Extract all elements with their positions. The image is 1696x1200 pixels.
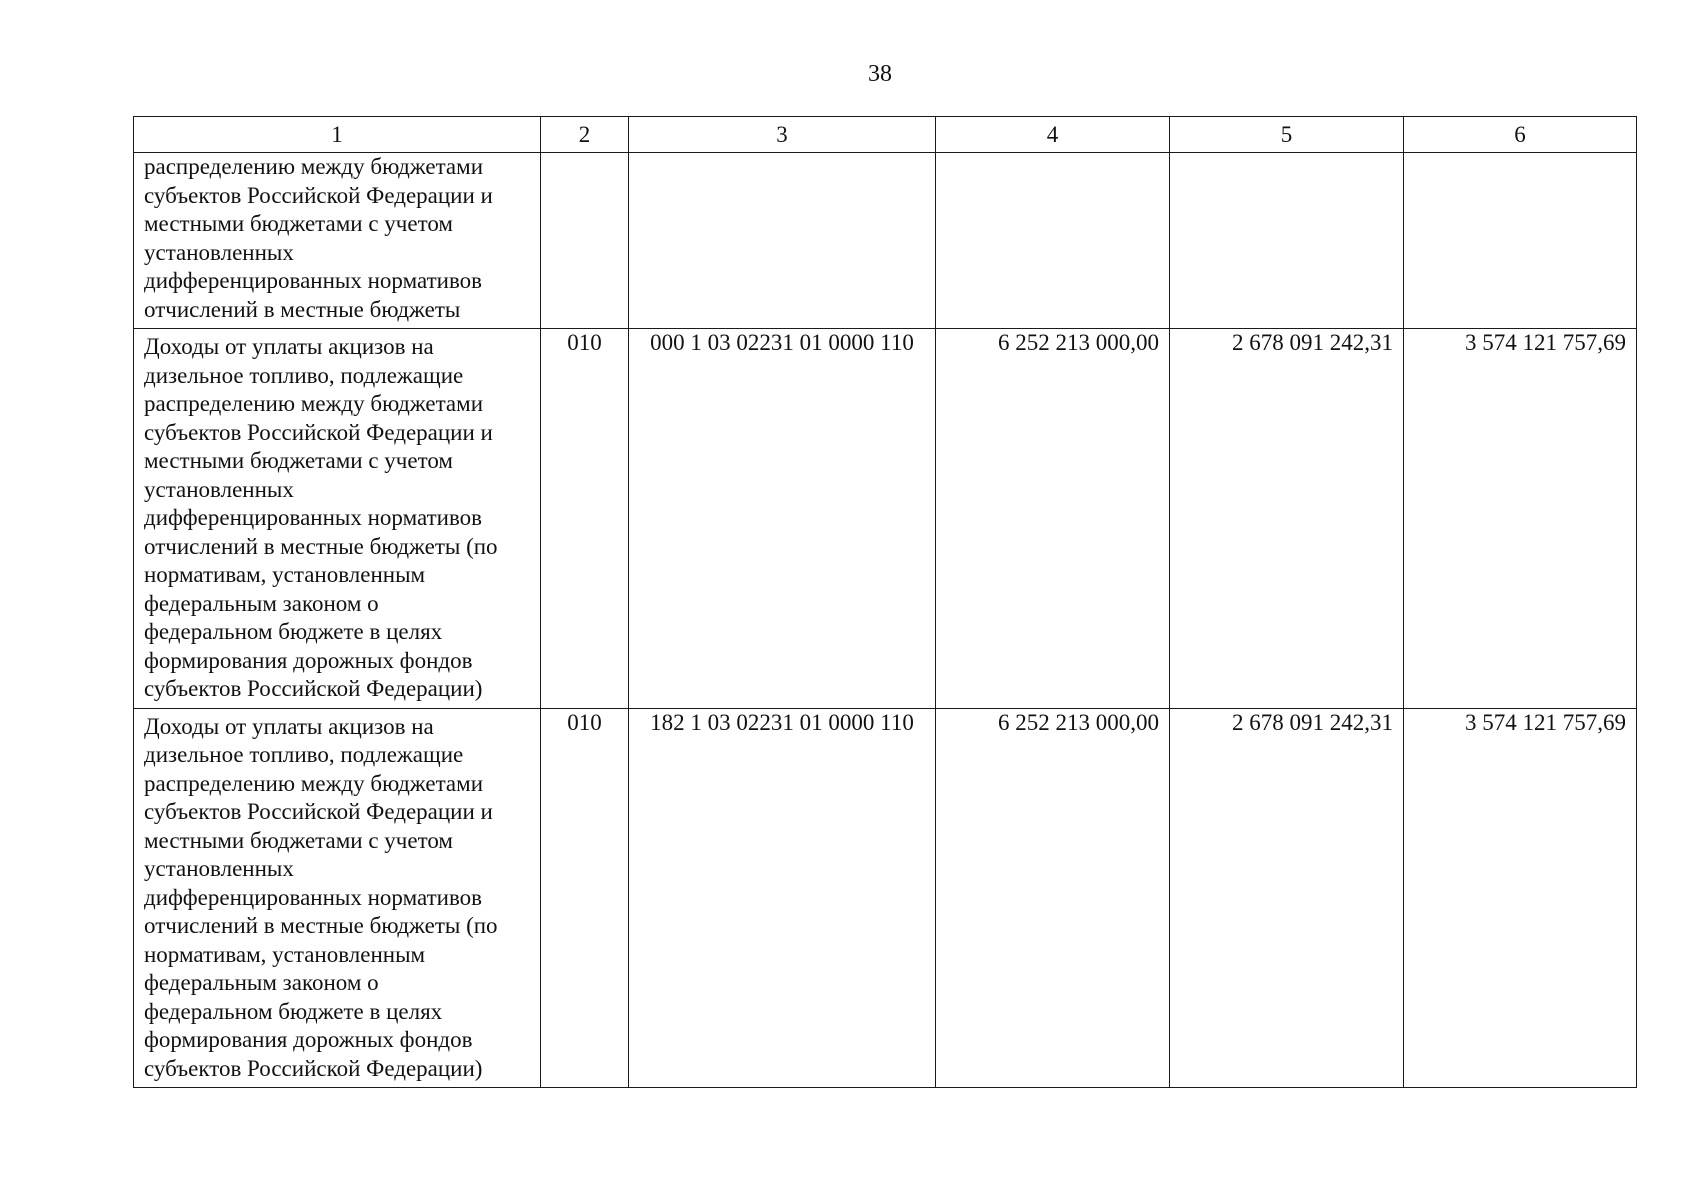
description-line: федеральном бюджете в целях	[144, 998, 443, 1024]
description-line: субъектов Российской Федерации)	[144, 676, 483, 701]
row-description	[134, 329, 541, 709]
description-line: дифференцированных нормативов	[144, 505, 483, 530]
description-line: формирования дорожных фондов	[144, 647, 473, 673]
description-line: установленных	[144, 856, 294, 881]
row-approved-amount: 6 252 213 000,00	[936, 708, 1170, 1088]
row-executed-amount: 2 678 091 242,31	[1170, 329, 1404, 709]
description-line: федеральным законом о	[144, 970, 379, 995]
header-row	[134, 117, 1637, 153]
row-line-code: 010	[541, 708, 629, 1088]
column-header-5: 5	[1170, 117, 1404, 153]
description-line: субъектов Российской Федерации и	[144, 799, 493, 824]
description-line: установленных	[144, 239, 294, 265]
table-row	[134, 153, 1637, 329]
table-row	[134, 708, 1637, 1088]
row-description	[134, 153, 541, 329]
column-header-2: 2	[541, 117, 629, 153]
description-line: субъектов Российской Федерации и	[144, 419, 493, 445]
row-unexecuted-amount	[1404, 153, 1637, 329]
description-line: местными бюджетами с учетом	[144, 827, 453, 853]
description-line: Доходы от уплаты акцизов на	[144, 334, 434, 359]
description-line: формирования дорожных фондов	[144, 1027, 473, 1052]
description-line: дифференцированных нормативов	[144, 884, 483, 910]
description-line: Доходы от уплаты акцизов на	[144, 713, 434, 739]
description-line: субъектов Российской Федерации)	[144, 1055, 483, 1081]
description-line: дифференцированных нормативов	[144, 268, 483, 293]
row-line-code: 010	[541, 329, 629, 709]
description-line: дизельное топливо, подлежащие	[144, 742, 464, 767]
description-line: субъектов Российской Федерации и	[144, 182, 493, 208]
column-header-1: 1	[134, 117, 541, 153]
budget-table	[133, 116, 1637, 1088]
row-approved-amount	[936, 153, 1170, 329]
column-header-6: 6	[1404, 117, 1637, 153]
description-line: распределению между бюджетами	[144, 154, 484, 179]
description-line: нормативам, установленным	[144, 562, 426, 587]
page-number: 38	[868, 61, 892, 87]
row-unexecuted-amount: 3 574 121 757,69	[1404, 708, 1637, 1088]
row-budget-code: 182 1 03 02231 01 0000 110	[629, 708, 936, 1088]
row-executed-amount: 2 678 091 242,31	[1170, 708, 1404, 1088]
description-line: дизельное топливо, подлежащие	[144, 362, 464, 388]
table-row	[134, 329, 1637, 709]
row-description	[134, 708, 541, 1088]
description-line: местными бюджетами с учетом	[144, 211, 453, 236]
description-line: отчислений в местные бюджеты (по	[144, 533, 498, 559]
description-line: распределению между бюджетами	[144, 770, 484, 796]
description-line: отчислений в местные бюджеты	[144, 296, 461, 322]
description-line: федеральным законом о	[144, 590, 379, 616]
row-executed-amount	[1170, 153, 1404, 329]
description-line: местными бюджетами с учетом	[144, 448, 453, 473]
description-line: нормативам, установленным	[144, 941, 426, 967]
description-line: отчислений в местные бюджеты (по	[144, 913, 498, 938]
row-approved-amount: 6 252 213 000,00	[936, 329, 1170, 709]
description-line: распределению между бюджетами	[144, 391, 484, 416]
row-budget-code	[629, 153, 936, 329]
description-line: установленных	[144, 476, 294, 502]
row-unexecuted-amount: 3 574 121 757,69	[1404, 329, 1637, 709]
row-line-code	[541, 153, 629, 329]
column-header-3: 3	[629, 117, 936, 153]
description-line: федеральном бюджете в целях	[144, 619, 443, 644]
row-budget-code: 000 1 03 02231 01 0000 110	[629, 329, 936, 709]
column-header-4: 4	[936, 117, 1170, 153]
